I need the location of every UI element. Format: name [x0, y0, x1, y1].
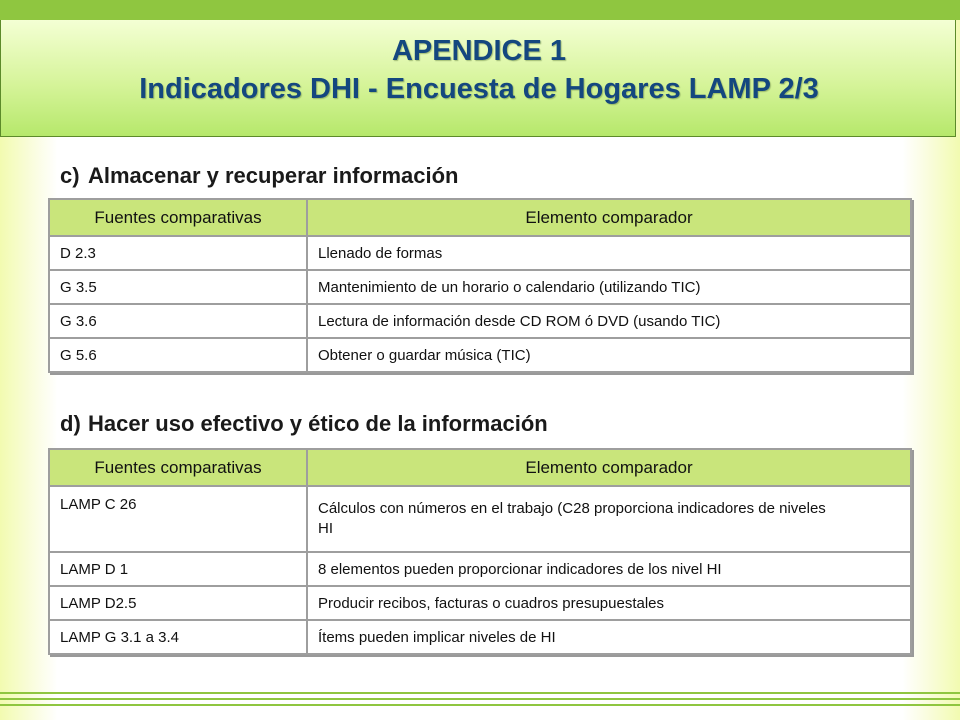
table-cell-element: Lectura de información desde CD ROM ó DVD (usando TIC) — [307, 304, 911, 338]
section-c-title: Almacenar y recuperar información — [88, 163, 459, 188]
table-row — [49, 486, 911, 552]
column-header-sources: Fuentes comparativas — [49, 199, 307, 236]
table-cell-element: Cálculos con números en el trabajo (C28 proporciona indicadores de niveles HI — [307, 486, 911, 552]
table-cell-source: D 2.3 — [49, 236, 307, 270]
table-row — [49, 620, 911, 654]
table-cell-element: 8 elementos pueden proporcionar indicadores de los nivel HI — [307, 552, 911, 586]
table-cell-element: Ítems pueden implicar niveles de HI — [307, 620, 911, 654]
table-section-c — [48, 198, 912, 373]
footer-decorative-lines — [0, 692, 960, 720]
table-row — [49, 236, 911, 270]
section-d-marker: d) — [60, 411, 81, 436]
page-title: APENDICE 1 — [391, 35, 567, 67]
section-c-heading — [60, 163, 458, 189]
top-color-band — [0, 0, 960, 20]
column-header-element: Elemento comparador — [307, 449, 911, 486]
table-cell-source: LAMP G 3.1 a 3.4 — [49, 620, 307, 654]
table-cell-element: Obtener o guardar música (TIC) — [307, 338, 911, 372]
table-cell-source: LAMP D 1 — [49, 552, 307, 586]
table-row — [49, 586, 911, 620]
table-cell-source: G 3.6 — [49, 304, 307, 338]
table-cell-element: Llenado de formas — [307, 236, 911, 270]
table-cell-source: LAMP D2.5 — [49, 586, 307, 620]
section-d-heading — [60, 411, 548, 437]
table-cell-element: Producir recibos, facturas o cuadros presupuestales — [307, 586, 911, 620]
table-row — [49, 304, 911, 338]
section-d-title: Hacer uso efectivo y ético de la información — [88, 411, 548, 436]
table-cell-element: Mantenimiento de un horario o calendario (utilizando TIC) — [307, 270, 911, 304]
table-header-row — [49, 199, 911, 236]
section-c-marker: c) — [60, 163, 80, 188]
title-banner — [0, 20, 956, 137]
table-cell-source: G 5.6 — [49, 338, 307, 372]
table-section-d — [48, 448, 912, 655]
table-row — [49, 270, 911, 304]
table-row — [49, 338, 911, 372]
page-subtitle: Indicadores DHI - Encuesta de Hogares LAMP 2/3 — [139, 73, 819, 105]
column-header-sources: Fuentes comparativas — [49, 449, 307, 486]
column-header-element: Elemento comparador — [307, 199, 911, 236]
table-header-row — [49, 449, 911, 486]
table-cell-source: LAMP C 26 — [49, 486, 307, 552]
table-row — [49, 552, 911, 586]
table-cell-source: G 3.5 — [49, 270, 307, 304]
